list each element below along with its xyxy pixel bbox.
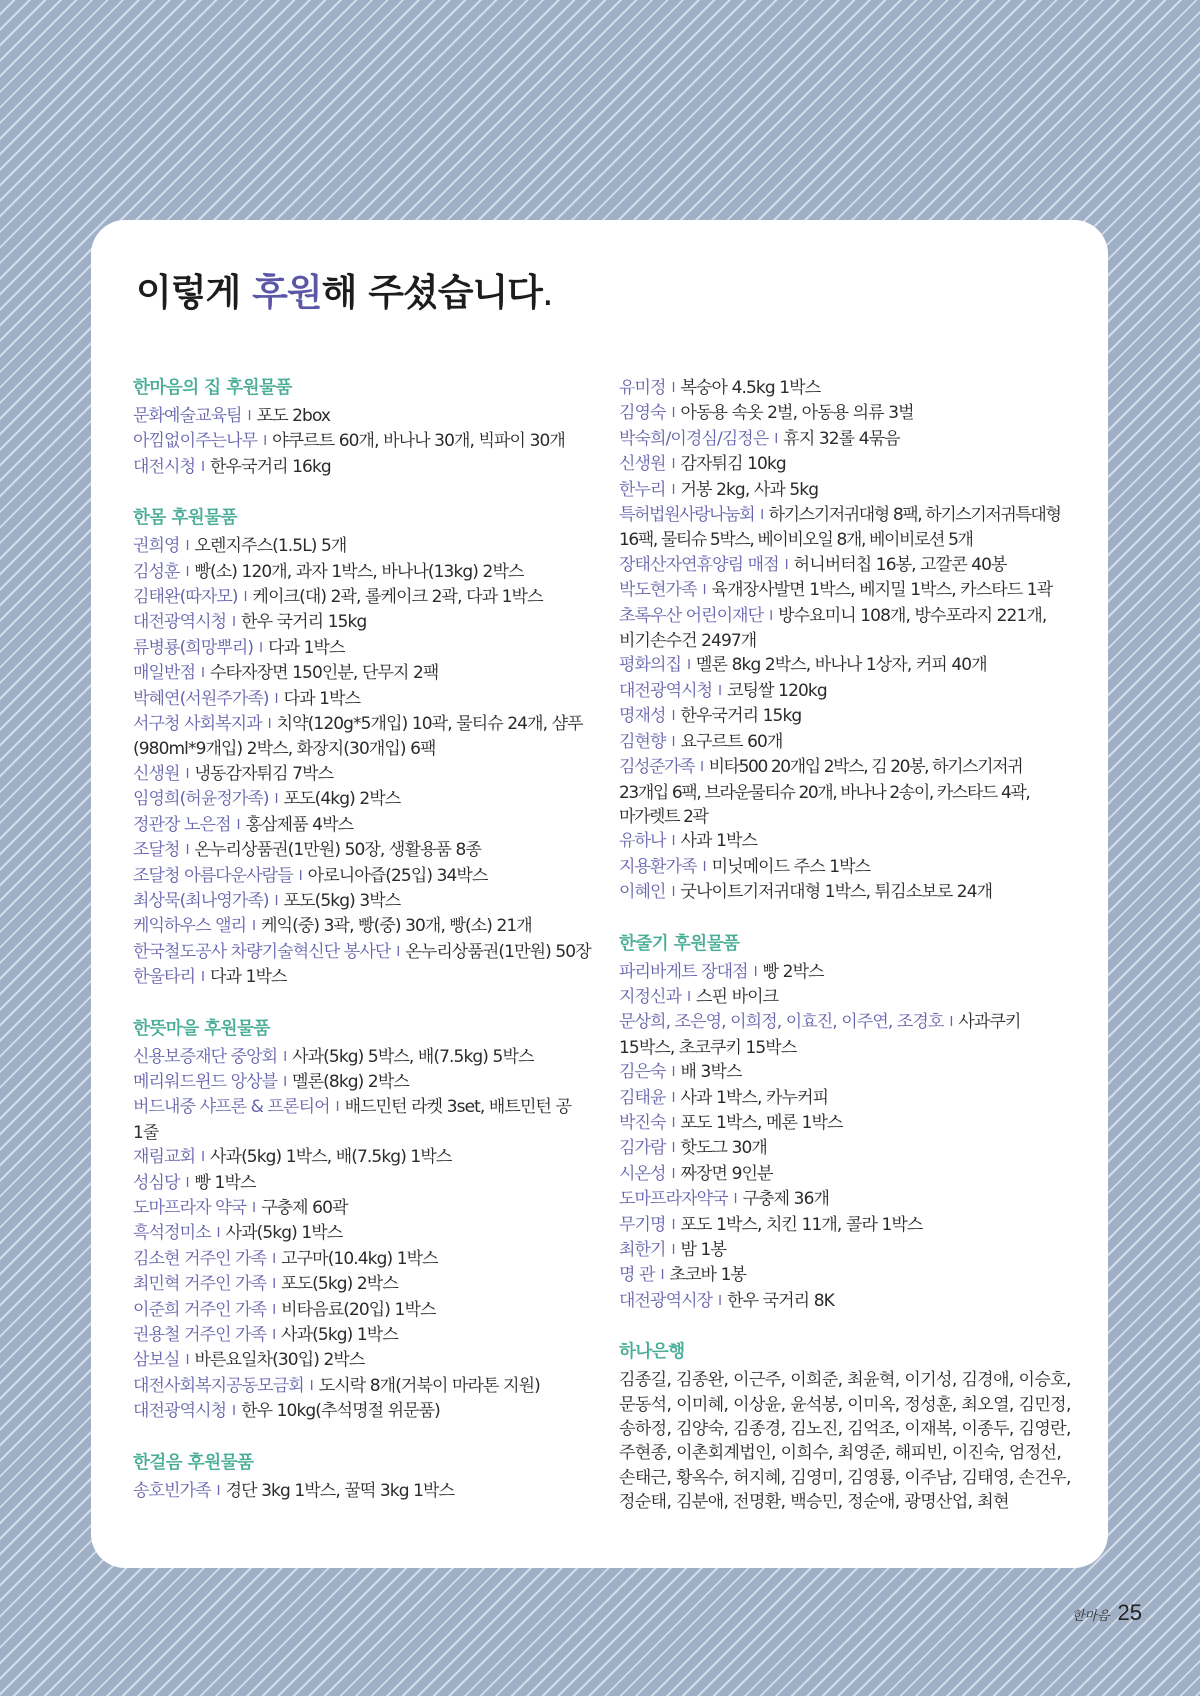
separator-mark: I [687,658,691,674]
separator-mark: I [671,482,675,498]
donated-items: 아로니아즙(25입) 34박스 [307,865,488,886]
donor-name: 박숙희/이경심/김정은 [619,428,769,449]
donated-items: 수타자장면 150인분, 단무지 2팩 [210,663,439,684]
donated-items: 굿나이트기저귀대형 1박스, 튀김소보로 24개 [680,882,993,903]
donor-entry [133,1374,597,1399]
donor-entry [619,730,1073,755]
donated-items: 휴지 32롤 4묶음 [783,428,900,449]
donor-entry [133,404,597,429]
separator-mark: I [272,1251,276,1267]
donated-items: 요구르트 60개 [680,731,783,752]
donor-entry [619,1060,1073,1085]
donor-entry [133,1247,597,1272]
separator-mark: I [274,691,278,707]
donor-name: 박혜연(서원주가족) [133,688,269,709]
donor-entry [619,704,1073,729]
separator-mark: I [185,1175,189,1191]
donor-name: 이준희 거주인 가족 [133,1299,267,1320]
donated-items: 비타음료(20입) 1박스 [281,1299,436,1320]
donor-names-list: 김종길, 김종완, 이근주, 이희준, 최윤혁, 이기성, 김경애, 이승호, 문동석, 이미혜, 이상윤, 윤석봉, 이미옥, 정성훈, 최오열, 김민정, 송하정, 김양숙, 김종경, 김노진, 김억조, 이재복, 이종두, 김영란, 주현종, 이촌회계법인, 이희수, 최영준, 해피빈, 이진숙, 엄정선, 손태근, 황옥수, 허지혜, 김영미, 김영룡, 이주남, 김태영, 손건우, 정순태, 김분애, 전명환, 백승민, 정순애, 광명산업, 최현 [619,1370,1071,1513]
separator-mark: I [298,868,302,884]
separator-mark: I [185,843,189,859]
separator-mark: I [201,1150,205,1166]
donor-entry [619,452,1073,477]
donated-items: 한우 국거리 8K [727,1290,834,1311]
donor-entry [133,661,597,686]
donated-items: 짜장면 9인분 [680,1163,773,1184]
donor-entry [619,679,1073,704]
donor-entry [619,401,1073,426]
donor-name: 대전광역시청 [133,1401,227,1422]
separator-mark: I [396,944,400,960]
separator-mark: I [267,717,271,733]
separator-mark: I [272,1328,276,1343]
donor-name: 특허법원사랑나눔회 [619,505,755,526]
donated-items: 오렌지주스(1.5L) 5개 [194,536,347,557]
donor-entry [133,889,597,914]
separator-mark: I [671,1166,675,1182]
donated-items: 하기스기저귀대형 8팩, 하기스기저귀특대형 16팩, 물티슈 5박스, 베이비오일 8개, 베이비로션 5개 [619,505,1061,551]
donor-entry [133,813,597,838]
donor-name: 흑석정미소 [133,1223,211,1244]
donor-entry [619,1238,1073,1263]
donor-name: 장태산자연휴양림 매점 [619,554,779,575]
donated-items: 사과쿠키 15박스, 초코쿠키 15박스 [619,1012,1021,1058]
donor-name: 평화의집 [619,655,682,676]
separator-mark: I [201,970,205,986]
donor-name: 김성훈 [133,561,180,582]
donor-entry [133,429,597,454]
donated-items: 한우국거리 15kg [680,706,802,727]
separator-mark: I [252,919,256,935]
donor-name: 성심당 [133,1172,180,1193]
separator-mark: I [671,1090,675,1106]
separator-mark: I [733,1192,737,1208]
donor-entry [133,1171,597,1196]
donor-entry [619,1086,1073,1111]
donated-items: 감자튀김 10kg [680,454,786,475]
donor-name: 서구청 사회복지과 [133,714,262,735]
donor-name: 한울타리 [133,967,196,988]
donor-entry [133,914,597,939]
donor-name: 지정신과 [619,986,682,1007]
donated-items: 다과 1박스 [283,688,361,709]
donated-items: 냉동감자튀김 7박스 [194,763,334,784]
separator-mark: I [949,1015,953,1031]
donor-entry [133,1348,597,1373]
donor-entry [133,1221,597,1246]
donor-name: 무기명 [619,1214,666,1235]
donor-entry [133,838,597,863]
donor-entry [133,560,597,585]
donation-section [133,1451,597,1504]
donor-name: 파리바게트 장대점 [619,961,748,982]
donor-entry [619,985,1073,1010]
donor-entry [133,1196,597,1221]
donated-items: 미닛메이드 주스 1박스 [711,856,871,877]
donor-entry [619,1187,1073,1212]
separator-mark: I [753,964,757,980]
separator-mark: I [718,683,722,699]
separator-mark: I [760,508,763,524]
donation-section [619,376,1073,906]
donated-items: 구충제 60곽 [261,1197,348,1218]
donated-items: 코팅쌀 120kg [727,680,827,701]
donor-name: 명 관 [619,1265,655,1286]
donor-entry [619,1263,1073,1288]
separator-mark: I [274,792,278,808]
donated-items: 멜론(8kg) 2박스 [292,1071,409,1092]
donor-name: 김영숙 [619,403,666,424]
donated-items: 육개장사발면 1박스, 베지밀 1박스, 카스타드 1곽 [711,580,1053,601]
separator-mark: I [671,1141,675,1157]
donor-entry [133,864,597,889]
donor-entry [133,455,597,480]
donated-items: 빵(소) 120개, 과자 1박스, 바나나(13kg) 2박스 [194,561,524,582]
donation-section [619,932,1073,1315]
separator-mark: I [671,406,675,422]
donor-name: 초록우산 어린이재단 [619,605,764,626]
separator-mark: I [687,989,691,1005]
donated-items: 스핀 바이크 [696,986,779,1007]
donor-name: 도마프라자 약국 [133,1197,247,1218]
donor-name: 이혜인 [619,882,666,903]
donor-name: 김성준가족 [619,757,695,778]
separator-mark: I [718,1293,722,1309]
donor-entry [133,1399,597,1424]
donated-items: 바른요일차(30입) 2박스 [194,1350,365,1371]
donated-items: 사과(5kg) 5박스, 배(7.5kg) 5박스 [292,1046,534,1067]
donor-entry [133,762,597,787]
donated-items: 빵 2박스 [762,961,824,982]
donated-items: 사과 1박스, 카누커피 [680,1087,829,1108]
page-number: 25 [1117,1600,1142,1625]
donor-name: 권희영 [133,536,180,557]
section-title: 한마음의 집 후원물품 [133,378,292,398]
separator-mark: I [702,583,706,599]
donor-name: 한누리 [619,479,666,500]
donor-entry [619,427,1073,452]
donated-items: 밤 1봉 [680,1240,726,1260]
separator-mark: I [671,1065,675,1081]
donor-entry [619,829,1073,854]
donor-name: 조달청 아름다운사람들 [133,865,293,886]
separator-mark: I [185,539,189,555]
section-title: 한줄기 후원물품 [619,933,740,954]
separator-mark: I [274,893,278,909]
donor-entry [619,604,1073,654]
separator-mark: I [671,1115,675,1131]
separator-mark: I [216,1483,220,1499]
separator-mark: I [232,1404,236,1420]
donated-items: 한우 국거리 15kg [241,612,367,633]
donor-entry [133,1298,597,1323]
donor-entry [619,1162,1073,1187]
donor-entry [133,712,597,762]
title-dot: . [541,271,553,314]
separator-mark: I [784,557,788,573]
separator-mark: I [283,1074,287,1090]
donated-items: 도시락 8개(거북이 마라톤 지원) [318,1375,540,1396]
donor-entry [133,940,597,965]
donated-items: 사과(5kg) 1박스, 배(7.5kg) 1박스 [210,1147,452,1168]
donor-name: 문상희, 조은영, 이희정, 이효진, 이주연, 조경호 [619,1012,944,1033]
separator-mark: I [263,434,267,450]
separator-mark: I [185,766,189,782]
donor-name: 대전사회복지공동모금회 [133,1375,304,1396]
separator-mark: I [335,1100,339,1116]
donor-entry [133,610,597,635]
donated-items: 케익(중) 3곽, 빵(중) 30개, 빵(소) 21개 [261,916,532,937]
donated-items: 치약(120g*5개입) 10곽, 물티슈 24개, 샴푸(980ml*9개입) 2박스, 화장지(30개입) 6팩 [133,714,583,760]
donation-section [133,376,597,480]
donor-name: 지용환가족 [619,856,697,877]
donor-name: 유미정 [619,378,666,398]
section-title: 하나은행 [619,1342,685,1363]
separator-mark: I [309,1378,313,1394]
donor-name: 신생원 [619,454,666,475]
title-post: 해 주셨습니다 [321,271,542,314]
donor-name: 김태완(따자모) [133,587,238,608]
separator-mark: I [283,1049,287,1065]
donated-items: 구충제 36개 [742,1189,830,1210]
separator-mark: I [185,1353,189,1369]
separator-mark: I [272,1277,276,1293]
donated-items: 비타500 20개입 2박스, 김 20봉, 하기스기저귀 23개입 6팩, 브라운물티슈 20개, 바나나 2송이, 카스타드 4곽, 마가렛트 2곽 [619,757,1030,827]
donor-entry [619,1111,1073,1136]
donor-entry [133,787,597,812]
page-title [136,262,553,316]
donated-items: 포도(5kg) 3박스 [283,890,401,911]
separator-mark: I [247,409,251,424]
donor-entry [619,376,1073,401]
donor-entry [619,553,1073,578]
donor-entry [133,1479,597,1504]
donated-items: 허니버터칩 16봉, 고깔콘 40봉 [793,554,1007,575]
separator-mark: I [216,1226,220,1242]
donated-items: 포도 2box [256,406,331,426]
donor-entry [133,687,597,712]
donor-entry [619,1289,1073,1314]
separator-mark: I [252,1200,256,1216]
donor-name: 한국철도공사 차량기술혁신단 봉사단 [133,941,391,962]
left-column [133,376,597,1530]
donor-name: 대전광역시청 [619,680,713,701]
donated-items: 홍삼제품 4박스 [245,814,354,835]
separator-mark: I [243,590,247,606]
separator-mark: I [774,431,778,447]
donor-name: 문화예술교육팀 [133,406,242,426]
donor-name: 김은숙 [619,1062,666,1083]
donor-name: 시온성 [619,1163,666,1184]
donor-name: 조달청 [133,840,180,861]
donor-entry [133,1323,597,1348]
donated-items: 포도 1박스, 치킨 11개, 콜라 1박스 [680,1214,923,1235]
donor-entry [619,880,1073,905]
donor-name: 김가람 [619,1138,666,1159]
separator-mark: I [201,666,205,682]
donor-entry [619,503,1073,553]
donor-name: 최민혁 거주인 가족 [133,1274,267,1295]
donor-entry [619,960,1073,985]
right-column [619,376,1073,1541]
donated-items: 배드민턴 라켓 3set, 배트민턴 공 1줄 [133,1097,572,1143]
donated-items: 배 3박스 [680,1062,742,1083]
donated-items: 거봉 2kg, 사과 5kg [680,479,819,500]
donor-name: 류병룡(희망뿌리) [133,637,254,658]
donated-items: 초코바 1봉 [669,1265,747,1286]
donor-name: 박진숙 [619,1112,666,1133]
donor-name: 김태윤 [619,1087,666,1108]
separator-mark: I [272,1302,276,1318]
donor-entry [619,755,1073,829]
donated-items: 다과 1박스 [210,967,287,988]
donated-items: 다과 1박스 [268,637,345,658]
donor-name: 대전광역시청 [133,612,227,633]
donor-name: 최상묵(최나영가족) [133,890,269,911]
separator-mark: I [671,885,675,901]
donor-entry [619,855,1073,880]
separator-mark: I [232,615,236,631]
separator-mark: I [671,834,675,850]
donor-name: 명재성 [619,706,666,727]
separator-mark: I [671,1217,675,1233]
separator-mark: I [259,640,263,656]
separator-mark: I [702,859,706,875]
donor-name: 신용보증재단 중앙회 [133,1046,278,1067]
donor-name: 매일반점 [133,663,196,684]
donation-section [133,1017,597,1425]
donor-entry [133,965,597,990]
donated-items: 복숭아 4.5kg 1박스 [680,378,821,398]
donor-name: 정관장 노은점 [133,814,231,835]
donor-name: 권용철 거주인 가족 [133,1325,267,1345]
donated-items: 온누리상품권(1만원) 50장 [405,941,591,962]
donation-section [619,1340,1073,1514]
donated-items: 한우 10kg(추석명절 위문품) [241,1401,440,1422]
separator-mark: I [671,457,675,473]
donated-items: 멜론 8kg 2박스, 바나나 1상자, 커피 40개 [696,655,987,676]
section-title: 한몸 후원물품 [133,508,238,529]
donor-name: 송호빈가족 [133,1480,211,1501]
donated-items: 야쿠르트 60개, 바나나 30개, 빅파이 30개 [272,431,565,452]
donor-name: 김현향 [619,731,666,752]
donor-entry [133,636,597,661]
donor-name: 버드내중 샤프론 & 프론티어 [133,1097,330,1118]
separator-mark: I [671,381,675,396]
donated-items: 포도(5kg) 2박스 [281,1274,398,1295]
donated-items: 포도 1박스, 메론 1박스 [680,1112,843,1133]
title-accent: 후원 [252,271,322,314]
donor-entry [133,1070,597,1095]
donor-name: 신생원 [133,763,180,784]
donor-entry [133,1095,597,1145]
donor-name: 김소현 거주인 가족 [133,1248,267,1269]
separator-mark: I [185,564,189,580]
donated-items: 빵 1박스 [194,1172,256,1193]
donor-name: 삼보실 [133,1350,180,1371]
donated-items: 사과(5kg) 1박스 [225,1223,343,1244]
donor-entry [133,1272,597,1297]
section-title: 한걸음 후원물품 [133,1452,254,1473]
donor-entry [619,578,1073,603]
donor-entry [133,585,597,610]
donated-items: 사과(5kg) 1박스 [281,1325,398,1345]
donation-section [133,506,597,990]
donated-items: 사과 1박스 [680,831,758,852]
donor-name: 아낌없이주는나무 [133,431,258,452]
donated-items: 포도(4kg) 2박스 [283,789,401,810]
donated-items: 온누리상품권(1만원) 50장, 생활용품 8종 [194,840,481,861]
donated-items: 방수요미니 108개, 방수포라지 221개, 비기손수건 2497개 [619,605,1047,652]
donor-entry [619,1010,1073,1060]
donor-name: 대전시청 [133,456,196,477]
donor-name: 메리워드윈드 앙상블 [133,1071,278,1092]
separator-mark: I [236,817,240,833]
donor-name: 최한기 [619,1240,666,1260]
donor-entry [619,653,1073,678]
section-title: 한뜻마을 후원물품 [133,1018,270,1039]
separator-mark: I [700,760,703,776]
donor-name: 유하나 [619,831,666,852]
donated-items: 케이크(대) 2곽, 롤케이크 2곽, 다과 1박스 [252,587,543,608]
donor-name: 재림교회 [133,1147,196,1168]
donor-entry [133,1145,597,1170]
donor-entry [133,534,597,559]
donor-entry [619,1136,1073,1161]
separator-mark: I [671,709,675,725]
donor-entry [619,478,1073,503]
separator-mark: I [660,1268,664,1284]
title-pre: 이렇게 [136,271,253,314]
footer-logo: 한마음 [1071,1609,1110,1624]
donor-entry [619,1213,1073,1238]
donated-items: 핫도그 30개 [680,1138,767,1159]
donor-name: 케익하우스 앨리 [133,916,247,937]
donor-name: 박도현가족 [619,580,697,601]
donated-items: 한우국거리 16kg [210,456,331,477]
donor-entry [133,1045,597,1070]
page-footer [1072,1600,1142,1626]
separator-mark: I [769,608,773,624]
donor-name: 대전광역시장 [619,1290,713,1311]
donor-name: 임영희(허윤정가족) [133,789,269,810]
content-card [91,220,1108,1568]
donated-items: 아동용 속옷 2벌, 아동용 의류 3벌 [680,403,914,424]
separator-mark: I [671,734,675,750]
separator-mark: I [671,1243,675,1258]
donated-items: 경단 3kg 1박스, 꿀떡 3kg 1박스 [225,1480,455,1501]
donor-name: 도마프라자약국 [619,1189,728,1210]
separator-mark: I [201,459,205,475]
donated-items: 고구마(10.4kg) 1박스 [281,1248,438,1269]
